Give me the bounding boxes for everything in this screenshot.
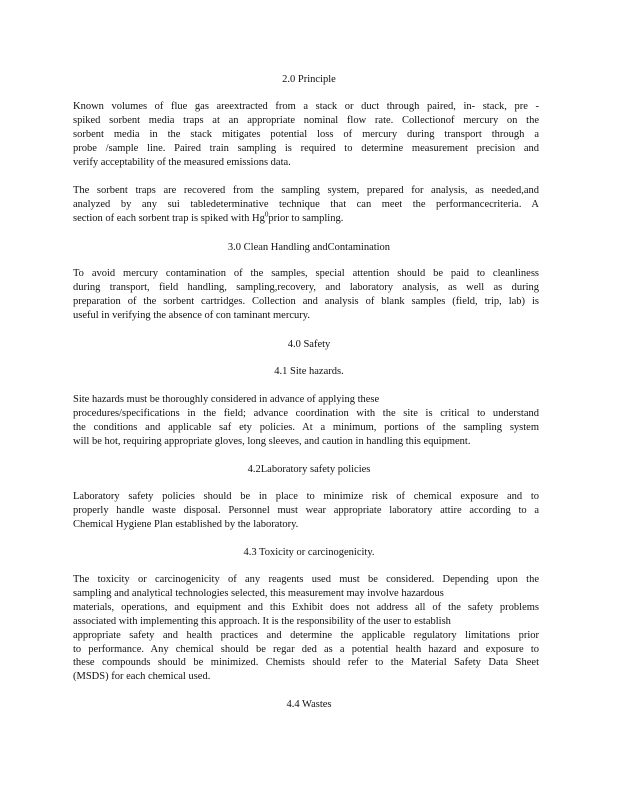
text-line: verify acceptability of the measured emissions data. [73, 156, 291, 168]
text-line: these compounds should be minimized. Chemists should refer to the Material Safety Data Sheet [73, 657, 539, 669]
text-line [73, 212, 539, 226]
text-line: useful in verifying the absence of con taminant mercury. [73, 309, 310, 321]
heading-principle: 2.0 Principle [282, 74, 336, 85]
heading-site-hazards: 4.1 Site hazards. [274, 366, 344, 377]
text-line: preparation of the sorbent cartridges. Collection and analysis of blank samples (field, trip, lab) is [73, 295, 539, 307]
heading-safety: 4.0 Safety [287, 339, 331, 350]
text-line: sorbent media in the stack mitigates potential loss of mercury during transport through a [73, 128, 539, 140]
paragraph-toxicity [73, 573, 539, 684]
paragraph-principle-2 [73, 184, 539, 226]
text-line: analyzed by any sui tabledeterminative technique that can meet the performancecriteria. A [73, 198, 539, 210]
text-line: materials, operations, and equipment and this Exhibit does not address all of the safety problems [73, 601, 539, 613]
heading-wastes: 4.4 Wastes [286, 699, 332, 710]
text-line: spiked sorbent media traps at an appropriate nominal flow rate. Collectionof mercury on the [73, 114, 539, 126]
text-line: The sorbent traps are recovered from the sampling system, prepared for analysis, as needed,and [73, 185, 539, 196]
text-line: appropriate safety and health practices and determine the applicable regulatory limitations prior [73, 629, 539, 641]
text-line: during transport, field handling, sampling,recovery, and laboratory analysis, as well as during [73, 281, 539, 293]
heading-laboratory-safety: 4.2Laboratory safety policies [247, 464, 371, 475]
text-line: Known volumes of flue gas areextracted from a stack or duct through paired, in- stack, pre - [73, 101, 539, 112]
text-line: Laboratory safety policies should be in place to minimize risk of chemical exposure and to [73, 491, 539, 502]
heading-toxicity: 4.3 Toxicity or carcinogenicity. [243, 547, 375, 558]
text-line: will be hot, requiring appropriate gloves, long sleeves, and caution in handling this equipment. [73, 435, 471, 447]
paragraph-laboratory-safety [73, 490, 539, 532]
text-line: Chemical Hygiene Plan established by the laboratory. [73, 518, 299, 530]
text-line: Site hazards must be thoroughly considered in advance of applying these [73, 394, 380, 405]
paragraph-principle-1 [73, 100, 539, 170]
text-line: (MSDS) for each chemical used. [73, 671, 211, 683]
text-segment: section of each sorbent trap is spiked with Hg [73, 212, 265, 224]
text-line: procedures/specifications in the field; advance coordination with the site is critical to understand [73, 407, 539, 419]
text-line: The toxicity or carcinogenicity of any reagents used must be considered. Depending upon the [73, 574, 539, 585]
paragraph-clean-handling [73, 267, 539, 323]
paragraph-site-hazards [73, 393, 539, 449]
text-line: probe /sample line. Paired train sampling is required to determine measurement precision and [73, 142, 539, 154]
text-line: to performance. Any chemical should be regar ded as a potential health hazard and exposure to [73, 643, 539, 655]
text-segment: prior to sampling. [268, 212, 344, 224]
text-line: properly handle waste disposal. Personnel must wear appropriate laboratory attire according to a [73, 504, 539, 516]
text-line: sampling and analytical technologies selected, this measurement may involve hazardous [73, 587, 444, 599]
superscript: 0 [264, 210, 269, 219]
text-line: associated with implementing this approach. It is the responsibility of the user to establish [73, 615, 451, 627]
text-line: the conditions and applicable saf ety policies. At a minimum, portions of the sampling system [73, 421, 539, 433]
text-line: To avoid mercury contamination of the samples, special attention should be paid to cleanliness [73, 268, 539, 279]
heading-clean-handling: 3.0 Clean Handling andContamination [227, 242, 391, 253]
